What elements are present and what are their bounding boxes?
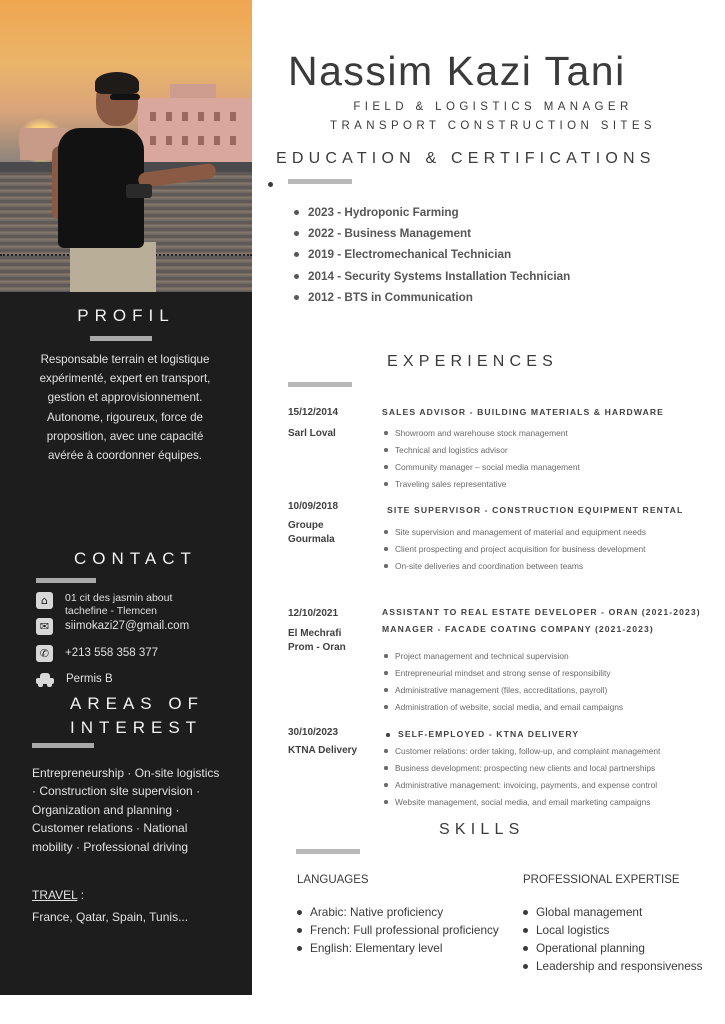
interests-title-line-2: INTEREST [70,718,203,737]
address-line-2: tachefine - Tlemcen [65,605,158,617]
experience-role: MANAGER - FACADE COATING COMPANY (2021-2023) [382,624,654,634]
experience-bullets [382,525,646,576]
sidebar [0,0,252,995]
profile-title: PROFIL [77,306,175,325]
experience-bullet: Customer relations: order taking, follow-up, and complaint management [382,744,660,761]
photo-person-phone [126,184,152,198]
experience-bullet: Showroom and warehouse stock management [382,426,580,443]
contact-phone[interactable] [36,645,158,662]
travel-label [32,888,84,902]
education-item: 2014 - Security Systems Installation Technician [294,268,570,289]
interests-title-line-1: AREAS OF [70,694,204,713]
photo-window [166,136,172,145]
experience-company-line-2: Gourmala [288,534,335,545]
contact-address [36,592,172,618]
experience-bullet: Business development: prospecting new clients and local partnerships [382,761,660,778]
experience-company-line-1: El Mechrafi [288,628,342,639]
photo-window [198,112,204,121]
profile-text: Responsable terrain et logistique expérimenté, expert en transport, gestion et approvisionnement. Autonome, rigoureux, force de proposition, avec une capacité avérée à coordonner équipes. [39,353,211,463]
address-line-1: 01 cit des jasmin about [65,592,173,604]
contact-license [36,671,113,688]
photo-window [230,136,236,145]
experience-date: 10/09/2018 [288,501,339,512]
photo-window [198,136,204,145]
photo-window [182,136,188,145]
education-item: 2012 - BTS in Communication [294,289,570,310]
contact-divider [36,578,96,583]
skills-title: SKILLS [439,821,525,838]
experience-date: 30/10/2023 [288,727,339,738]
experience-role: SITE SUPERVISOR - CONSTRUCTION EQUIPMENT RENTAL [387,505,684,515]
experience-bullet: On-site deliveries and coordination between teams [382,559,646,576]
language-item: Arabic: Native proficiency [296,904,499,922]
experience-bullet: Community manager – social media management [382,460,580,477]
skills-divider [296,849,360,854]
languages-title: LANGUAGES [297,874,369,886]
travel-text: France, Qatar, Spain, Tunis... [32,910,189,924]
phone-text[interactable]: +213 558 358 377 [65,647,159,659]
photo-window [150,112,156,121]
experience-company: Sarl Loval [288,428,336,439]
experience-bullet: Client prospecting and project acquisition for business development [382,542,646,559]
expertise-list [522,904,703,976]
photo-person-hair [95,72,139,94]
language-item: English: Elementary level [296,940,499,958]
job-field: TRANSPORT CONSTRUCTION SITES [330,120,656,132]
education-divider [288,179,352,184]
experience-bullet: Traveling sales representative [382,477,580,494]
profile-photo [0,0,252,292]
experiences-title: EXPERIENCES [387,353,559,370]
experience-bullets [382,426,580,494]
photo-person-legs [70,242,156,292]
photo-person-glasses [110,94,140,100]
language-item: French: Full professional proficiency [296,922,499,940]
experience-bullet: Technical and logistics advisor [382,443,580,460]
email-text[interactable]: siimokazi27@gmail.com [65,620,190,632]
experience-company: KTNA Delivery [288,745,358,756]
experience-bullet: Administrative management: invoicing, payments, and expense control [382,778,660,795]
location-icon: ⌂ [36,592,53,609]
languages-list [296,904,499,958]
experience-bullet: Project management and technical supervision [382,649,623,666]
photo-window [182,112,188,121]
expertise-title: PROFESSIONAL EXPERTISE [523,874,680,886]
expertise-item: Operational planning [522,940,703,958]
experience-bullet: Site supervision and management of material and equipment needs [382,525,646,542]
expertise-item: Local logistics [522,922,703,940]
experience-bullet: Administrative management (files, accreditations, payroll) [382,683,623,700]
experience-bullet: Administration of website, social media, and email campaigns [382,700,623,717]
photo-window [166,112,172,121]
job-title: FIELD & LOGISTICS MANAGER [353,101,633,113]
experiences-divider [288,382,352,387]
profile-divider [90,336,152,341]
candidate-name: Nassim Kazi Tani [288,48,626,94]
interests-text: Entrepreneurship · On-site logistics · Construction site supervision · Organization and planning · Customer relations · National mobility · Professional driving [32,766,220,854]
expertise-item: Global management [522,904,703,922]
travel-label-text: TRAVEL [32,888,78,902]
education-item: 2023 - Hydroponic Farming [294,204,570,225]
photo-window [214,136,220,145]
contact-title: CONTACT [74,549,197,568]
experience-date: 12/10/2021 [288,608,339,619]
education-item: 2022 - Business Management [294,225,570,246]
expertise-item: Leadership and responsiveness [522,958,703,976]
travel-label-colon: : [77,888,85,902]
photo-window [150,136,156,145]
experience-company-line-2: Prom - Oran [288,642,346,653]
education-item: 2019 - Electromechanical Technician [294,246,570,267]
education-list [294,204,570,310]
experience-bullets [382,649,623,717]
education-title: EDUCATION & CERTIFICATIONS [276,150,656,167]
decorative-dot [268,182,273,187]
experience-company-line-1: Groupe [288,520,324,531]
interests-divider [32,743,94,748]
photo-building [138,98,252,164]
experience-bullet: Entrepreneurial mindset and strong sense of responsibility [382,666,623,683]
experience-role: SELF-EMPLOYED - KTNA DELIVERY [398,729,580,739]
photo-window [214,112,220,121]
experience-role: ASSISTANT TO REAL ESTATE DEVELOPER - ORAN (2021-2023) [382,607,701,617]
experience-bullets [382,744,660,812]
contact-email[interactable] [36,618,189,635]
car-icon [36,673,54,687]
role-bullet [386,733,390,737]
mail-icon: ✉ [36,618,53,635]
experience-bullet: Website management, social media, and email marketing campaigns [382,795,660,812]
phone-icon: ✆ [36,645,53,662]
photo-window [230,112,236,121]
license-text: Permis B [66,673,113,685]
experience-role: SALES ADVISOR - BUILDING MATERIALS & HARDWARE [382,407,665,417]
experience-date: 15/12/2014 [288,407,339,418]
